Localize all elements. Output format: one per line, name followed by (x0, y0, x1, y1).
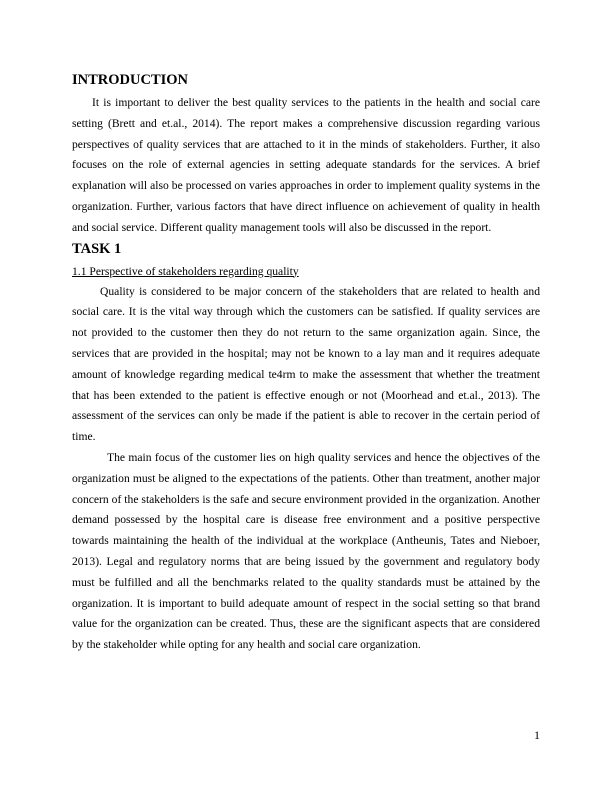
task-1-paragraph-1: Quality is considered to be major concern of the stakeholders that are related to health and social care. It is the vital way through which the customers can be satisfied. If quality services are not provided to the customer then they do not return to the same organization again. Since, the services that are provided in the hospital; may not be known to a lay man and it requires adequate amount of knowledge regarding medical te4rm to make the assessment that whether the treatment that has been extended to the patient is effective enough or not (Moorhead and et.al., 2013). The assessment of the services can only be made if the patient is able to recover in the certain period of time. (72, 284, 540, 444)
task-1-paragraph-2: The main focus of the customer lies on high quality services and hence the objectives of the organization must be aligned to the expectations of the patients. Other than treatment, another major concern of the stakeholders is the safe and secure environment provided in the organization. Another demand possessed by the hospital care is disease free environment and a positive perspective towards maintaining the health of the individual at the workplace (Antheunis, Tates and Nieboer, 2013). Legal and regulatory norms that are being issued by the government and regulatory body must be fulfilled and all the benchmarks related to the quality standards must be attained by the organization. It is important to build adequate amount of respect in the social setting so that brand value for the organization can be created. Thus, these are the significant aspects that are considered by the stakeholder while opting for any health and social care organization. (72, 450, 540, 652)
introduction-heading: INTRODUCTION (72, 72, 189, 88)
page-number: 1 (534, 728, 540, 742)
introduction-paragraph: It is important to deliver the best quality services to the patients in the health and social care setting (Brett and et.al., 2014). The report makes a comprehensive discussion regarding various perspectives of quality services that are attached to it in the minds of stakeholders. Further, it also focuses on the role of external agencies in setting adequate standards for the services. A brief explanation will also be processed on varies approaches in order to implement quality systems in the organization. Further, various factors that have direct influence on achievement of quality in health and social service. Different quality management tools will also be discussed in the report. (72, 96, 540, 234)
document-page (72, 70, 540, 656)
section-1-1-subheading: 1.1 Perspective of stakeholders regarding quality (72, 264, 299, 278)
task-1-heading: TASK 1 (72, 240, 122, 257)
